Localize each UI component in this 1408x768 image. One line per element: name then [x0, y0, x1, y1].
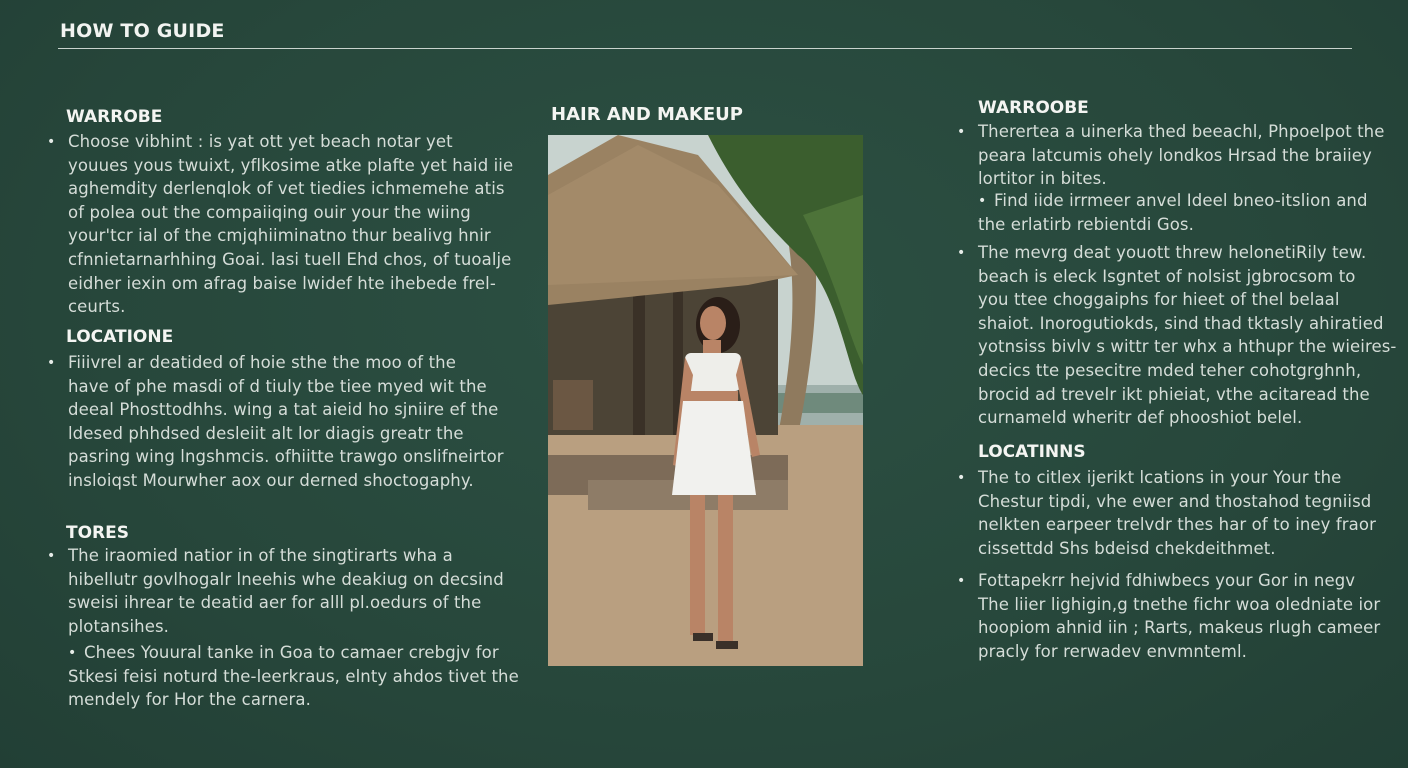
tones-paragraph: The iraomied natior in of the singtirarts wha a hibellutr govlhogalr lneehis whe deakiug on decsind sweisi ihrear te deatid aer for alll pl.oedurs of the plotansihes.: [68, 546, 504, 636]
bullet-icon: •: [957, 124, 966, 140]
section-heading-wardrobe: WARROBE: [66, 107, 163, 127]
wardrobe-right-paragraph: Therertea a uinerka thed beeachl, Phpoelpot the peara latcumis ohely londkos Hrsad the braiiey lortitor in bites.: [978, 122, 1385, 189]
bullet-icon: •: [68, 645, 77, 661]
beach-hut-photo: [548, 135, 863, 666]
bullet-icon: •: [957, 245, 966, 261]
page-title: HOW TO GUIDE: [60, 20, 225, 42]
section-heading-wardrobe-right: WARROOBE: [978, 98, 1089, 118]
bullet-icon: •: [978, 193, 987, 209]
title-divider: [58, 48, 1352, 49]
wardrobe-right-paragraph-2: Find iide irrmeer anvel Ideel bneo-itslion and the erlatirb rebientdi Gos.: [978, 191, 1368, 234]
wardrobe-right-paragraph-3: The mevrg deat youott threw helonetiRily tew. beach is eleck Isgntet of nolsist jgbrocsom to you ttee choggaiphs for hieet of thel belaal shaiot. Inorogutiokds, sind thad tktasly ahiratied yotnsiss bivlv s wittr ter whx a hthupr the wieires- decics tte pesecitre mded teher cohotgrghnh, brocid ad trevelr ikt phieiat, vthe acitaread the curnameld wheritr def phooshiot belel.: [978, 243, 1397, 428]
photo-illustration: [548, 135, 863, 666]
section-heading-tones: TORES: [66, 523, 129, 543]
bullet-icon: •: [47, 355, 56, 371]
section-heading-hair-makeup: HAIR AND MAKEUP: [551, 104, 743, 125]
locations-right-paragraph: The to citlex ijerikt lcations in your Your the Chestur tipdi, vhe ewer and thostahod tegniisd nelkten earpeer trelvdr thes har of to iney fraor cissettdd Shs bdeisd chekdeithmet.: [978, 468, 1376, 558]
bullet-icon: •: [957, 573, 966, 589]
tones-paragraph-2: Chees Youural tanke in Goa to camaer crebgjv for Stkesi feisi noturd the-leerkraus, elnty ahdos tivet the mendely for Hor the carnera.: [68, 643, 519, 710]
bullet-icon: •: [47, 548, 56, 564]
bullet-icon: •: [957, 470, 966, 486]
section-heading-locations: LOCATIONE: [66, 327, 174, 347]
bullet-icon: •: [47, 134, 56, 150]
locations-right-paragraph-2: Fottapekrr hejvid fdhiwbecs your Gor in negv The liier lighigin,g tnethe fichr woa oledniate ior hoopiom ahnid iin ; Rarts, makeus rlugh cameer pracly for rerwadev envmnteml.: [978, 571, 1381, 661]
section-heading-locations-right: LOCATINNS: [978, 442, 1086, 462]
locations-paragraph: Fiiivrel ar deatided of hoie sthe the moo of the have of phe masdi of d tiuly tbe tiee myed wit the deeal Phosttodhhs. wing a tat aieid ho sjniire ef the ldesed phhdsed desleiit alt lor diagis greatr the pasring wing lngshmcis. ofhiitte trawgo onslifneirtor insloiqst Mourwher aox our derned shoctogaphy.: [68, 353, 504, 490]
wardrobe-paragraph: Choose vibhint : is yat ott yet beach notar yet youues yous twuixt, yflkosime atke plafte yet haid iie aghemdity derlenqlok of vet tiedies ichmemehe atis of polea out the compaiiqing ouir your the wiing your'tcr ial of the cmjqhiiminatno thur bealivg hnir cfnnietarnarhhing Goai. lasi tuell Ehd chos, of tuoalje eidher iexin om afrag baise lwidef hte ihebede frel- ceurts.: [68, 132, 514, 317]
